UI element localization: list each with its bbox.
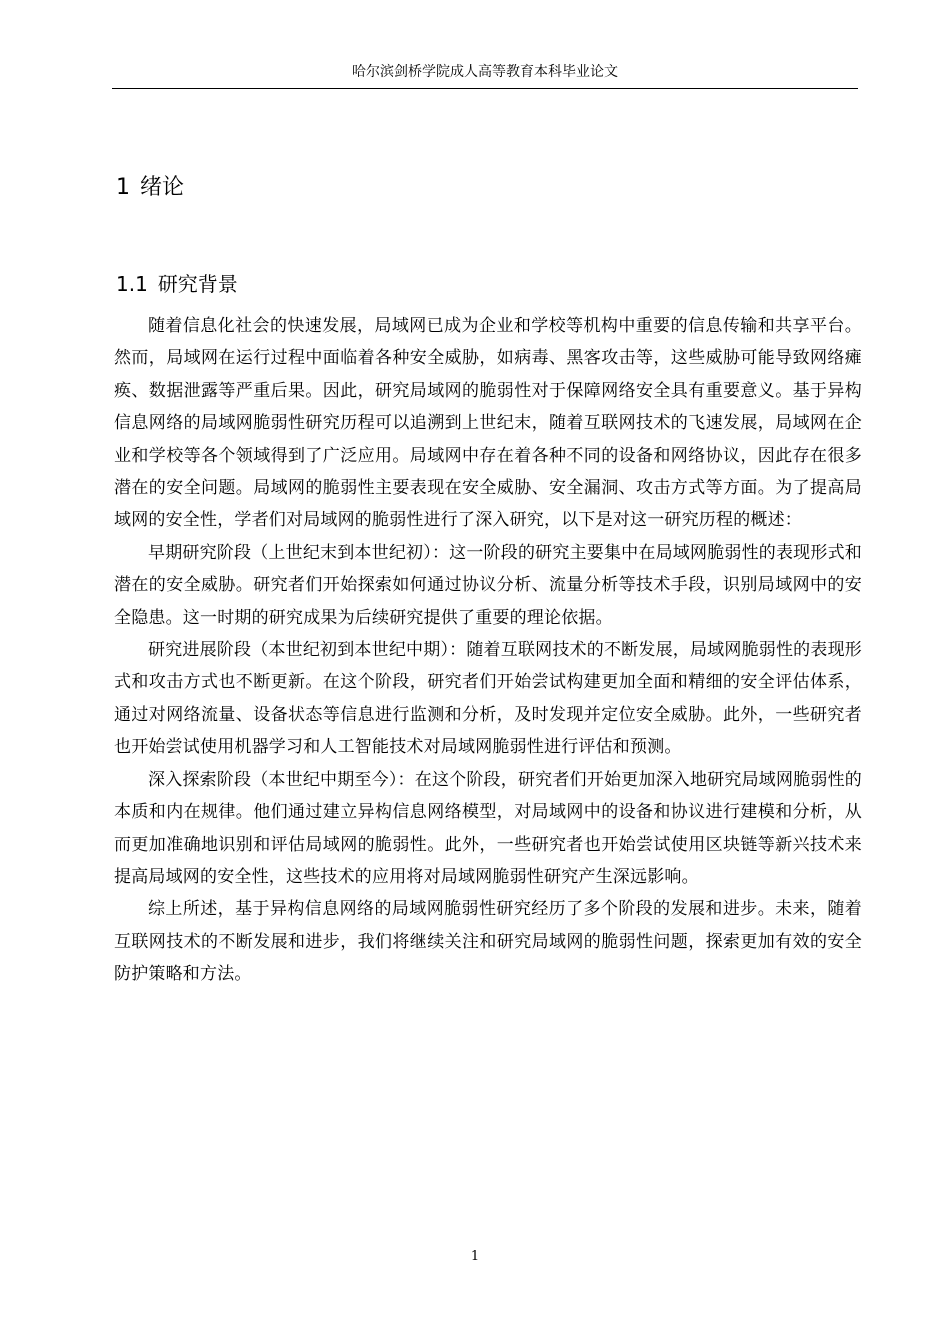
running-header: 哈尔滨剑桥学院成人高等教育本科毕业论文: [352, 64, 618, 80]
body-text: [114, 310, 862, 991]
section-title: [116, 268, 238, 300]
paragraph-deep-stage: 深入探索阶段（本世纪中期至今）：在这个阶段，研究者们开始更加深入地研究局域网脆弱性的本质和内在规律。他们通过建立异构信息网络模型，对局域网中的设备和协议进行建模和分析，从而更加准确地识别和评估局域网的脆弱性。此外，一些研究者也开始尝试使用区块链等新兴技术来提高局域网的安全性，这些技术的应用将对局域网脆弱性研究产生深远影响。: [114, 769, 862, 887]
chapter-number: 1: [116, 175, 130, 200]
page-number: 1: [470, 1249, 480, 1264]
chapter-title-text: 绪论: [140, 175, 185, 200]
chapter-title: [116, 172, 184, 204]
section-title-text: 研究背景: [157, 272, 238, 296]
paragraph-progress-stage: 研究进展阶段（本世纪初到本世纪中期）：随着互联网技术的不断发展，局域网脆弱性的表现形式和攻击方式也不断更新。在这个阶段，研究者们开始尝试构建更加全面和精细的安全评估体系，通过对网络流量、设备状态等信息进行监测和分析，及时发现并定位安全威胁。此外，一些研究者也开始尝试使用机器学习和人工智能技术对局域网脆弱性进行评估和预测。: [114, 640, 862, 758]
paragraph-early-stage: 早期研究阶段（上世纪末到本世纪初）：这一阶段的研究主要集中在局域网脆弱性的表现形式和潜在的安全威胁。研究者们开始探索如何通过协议分析、流量分析等技术手段，识别局域网中的安全隐患。这一时期的研究成果为后续研究提供了重要的理论依据。: [114, 542, 862, 628]
paragraph-summary: 综上所述，基于异构信息网络的局域网脆弱性研究经历了多个阶段的发展和进步。未来，随着互联网技术的不断发展和进步，我们将继续关注和研究局域网的脆弱性问题，探索更加有效的安全防护策略和方法。: [114, 899, 862, 985]
paragraph-background: 随着信息化社会的快速发展，局域网已成为企业和学校等机构中重要的信息传输和共享平台。然而，局域网在运行过程中面临着各种安全威胁，如病毒、黑客攻击等，这些威胁可能导致网络瘫痪、数据泄露等严重后果。因此，研究局域网的脆弱性对于保障网络安全具有重要意义。基于异构信息网络的局域网脆弱性研究历程可以追溯到上世纪末，随着互联网技术的飞速发展，局域网在企业和学校等各个领域得到了广泛应用。局域网中存在着各种不同的设备和网络协议，因此存在很多潜在的安全问题。局域网的脆弱性主要表现在安全威胁、安全漏洞、攻击方式等方面。为了提高局域网的安全性，学者们对局域网的脆弱性进行了深入研究，以下是对这一研究历程的概述：: [114, 316, 862, 531]
section-number: 1.1: [116, 272, 148, 296]
header-rule: [112, 88, 858, 89]
